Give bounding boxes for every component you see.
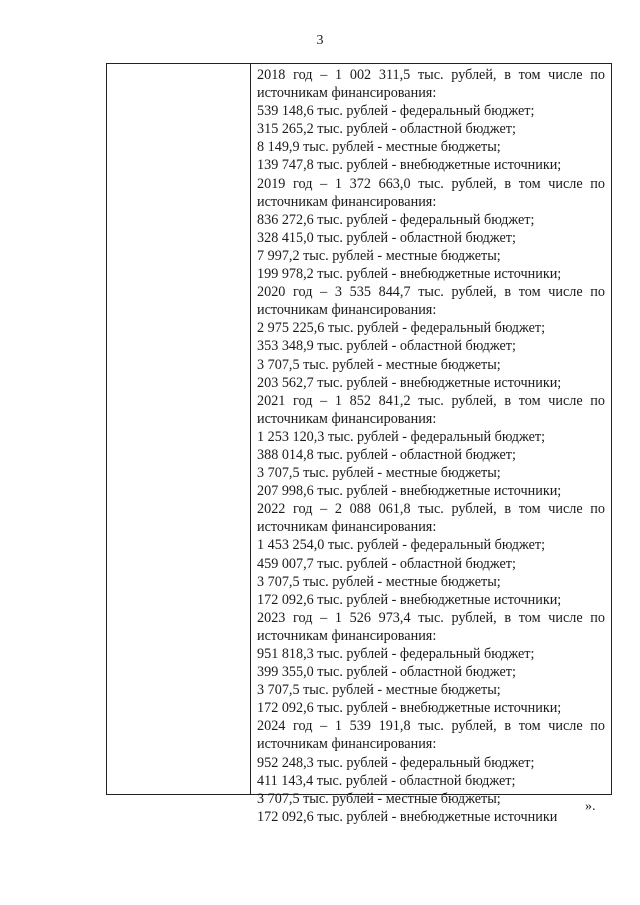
text-line: 172 092,6 тыс. рублей - внебюджетные источники; [257, 700, 562, 717]
text-line: 328 415,0 тыс. рублей - областной бюджет; [257, 229, 516, 246]
text-line: 199 978,2 тыс. рублей - внебюджетные источники; [257, 266, 562, 283]
text-line: 7 997,2 тыс. рублей - местные бюджеты; [257, 247, 501, 264]
text-line: источникам финансирования: [257, 193, 437, 210]
text-line: 3 707,5 тыс. рублей - местные бюджеты; [257, 465, 501, 482]
text-line: 2020 год – 3 535 844,7 тыс. рублей, в том числе по [257, 284, 605, 301]
text-line: 2022 год – 2 088 061,8 тыс. рублей, в том числе по [257, 501, 605, 518]
text-line: 3 707,5 тыс. рублей - местные бюджеты; [257, 356, 501, 373]
text-line: 8 149,9 тыс. рублей - местные бюджеты; [257, 139, 501, 156]
text-line: источникам финансирования: [257, 736, 437, 753]
funding-table [106, 63, 612, 825]
text-line: источникам финансирования: [257, 302, 437, 319]
funding-text-cell [250, 63, 612, 825]
page-number: 3 [316, 33, 324, 48]
text-line: 3 707,5 тыс. рублей - местные бюджеты; [257, 790, 501, 807]
text-line: 1 253 120,3 тыс. рублей - федеральный бюджет; [257, 428, 546, 445]
text-line: 539 148,6 тыс. рублей - федеральный бюджет; [257, 103, 535, 120]
text-line: 388 014,8 тыс. рублей - областной бюджет; [257, 446, 516, 463]
text-line: источникам финансирования: [257, 627, 437, 644]
text-line: 1 453 254,0 тыс. рублей - федеральный бюджет; [257, 537, 546, 554]
text-line: источникам финансирования: [257, 85, 437, 102]
closing-quote-mark: ». [585, 799, 596, 814]
text-line: 172 092,6 тыс. рублей - внебюджетные источники [257, 808, 558, 825]
text-line: 459 007,7 тыс. рублей - областной бюджет; [257, 555, 516, 572]
text-line: 2024 год – 1 539 191,8 тыс. рублей, в том числе по [257, 718, 605, 735]
text-line: 172 092,6 тыс. рублей - внебюджетные источники; [257, 591, 562, 608]
text-line: источникам финансирования: [257, 519, 437, 536]
table-label-cell [106, 63, 250, 795]
text-line: 2018 год – 1 002 311,5 тыс. рублей, в том числе по [257, 67, 605, 83]
text-line: 203 562,7 тыс. рублей - внебюджетные источники; [257, 374, 562, 391]
text-line: 836 272,6 тыс. рублей - федеральный бюджет; [257, 211, 535, 228]
text-line: источникам финансирования: [257, 410, 437, 427]
text-line: 399 355,0 тыс. рублей - областной бюджет; [257, 664, 516, 681]
text-line: 2023 год – 1 526 973,4 тыс. рублей, в том числе по [257, 609, 605, 626]
text-line: 3 707,5 тыс. рублей - местные бюджеты; [257, 682, 501, 699]
text-line: 139 747,8 тыс. рублей - внебюджетные источники; [257, 157, 562, 174]
text-line: 2019 год – 1 372 663,0 тыс. рублей, в том числе по [257, 175, 605, 192]
text-line: 3 707,5 тыс. рублей - местные бюджеты; [257, 573, 501, 590]
text-line: 952 248,3 тыс. рублей - федеральный бюджет; [257, 754, 535, 771]
text-line: 411 143,4 тыс. рублей - областной бюджет; [257, 772, 516, 789]
text-line: 315 265,2 тыс. рублей - областной бюджет; [257, 121, 516, 138]
text-line: 2 975 225,6 тыс. рублей - федеральный бюджет; [257, 320, 546, 337]
text-line: 207 998,6 тыс. рублей - внебюджетные источники; [257, 483, 562, 500]
text-line: 951 818,3 тыс. рублей - федеральный бюджет; [257, 646, 535, 662]
text-line: 353 348,9 тыс. рублей - областной бюджет; [257, 338, 516, 355]
text-line: 2021 год – 1 852 841,2 тыс. рублей, в том числе по [257, 392, 605, 409]
